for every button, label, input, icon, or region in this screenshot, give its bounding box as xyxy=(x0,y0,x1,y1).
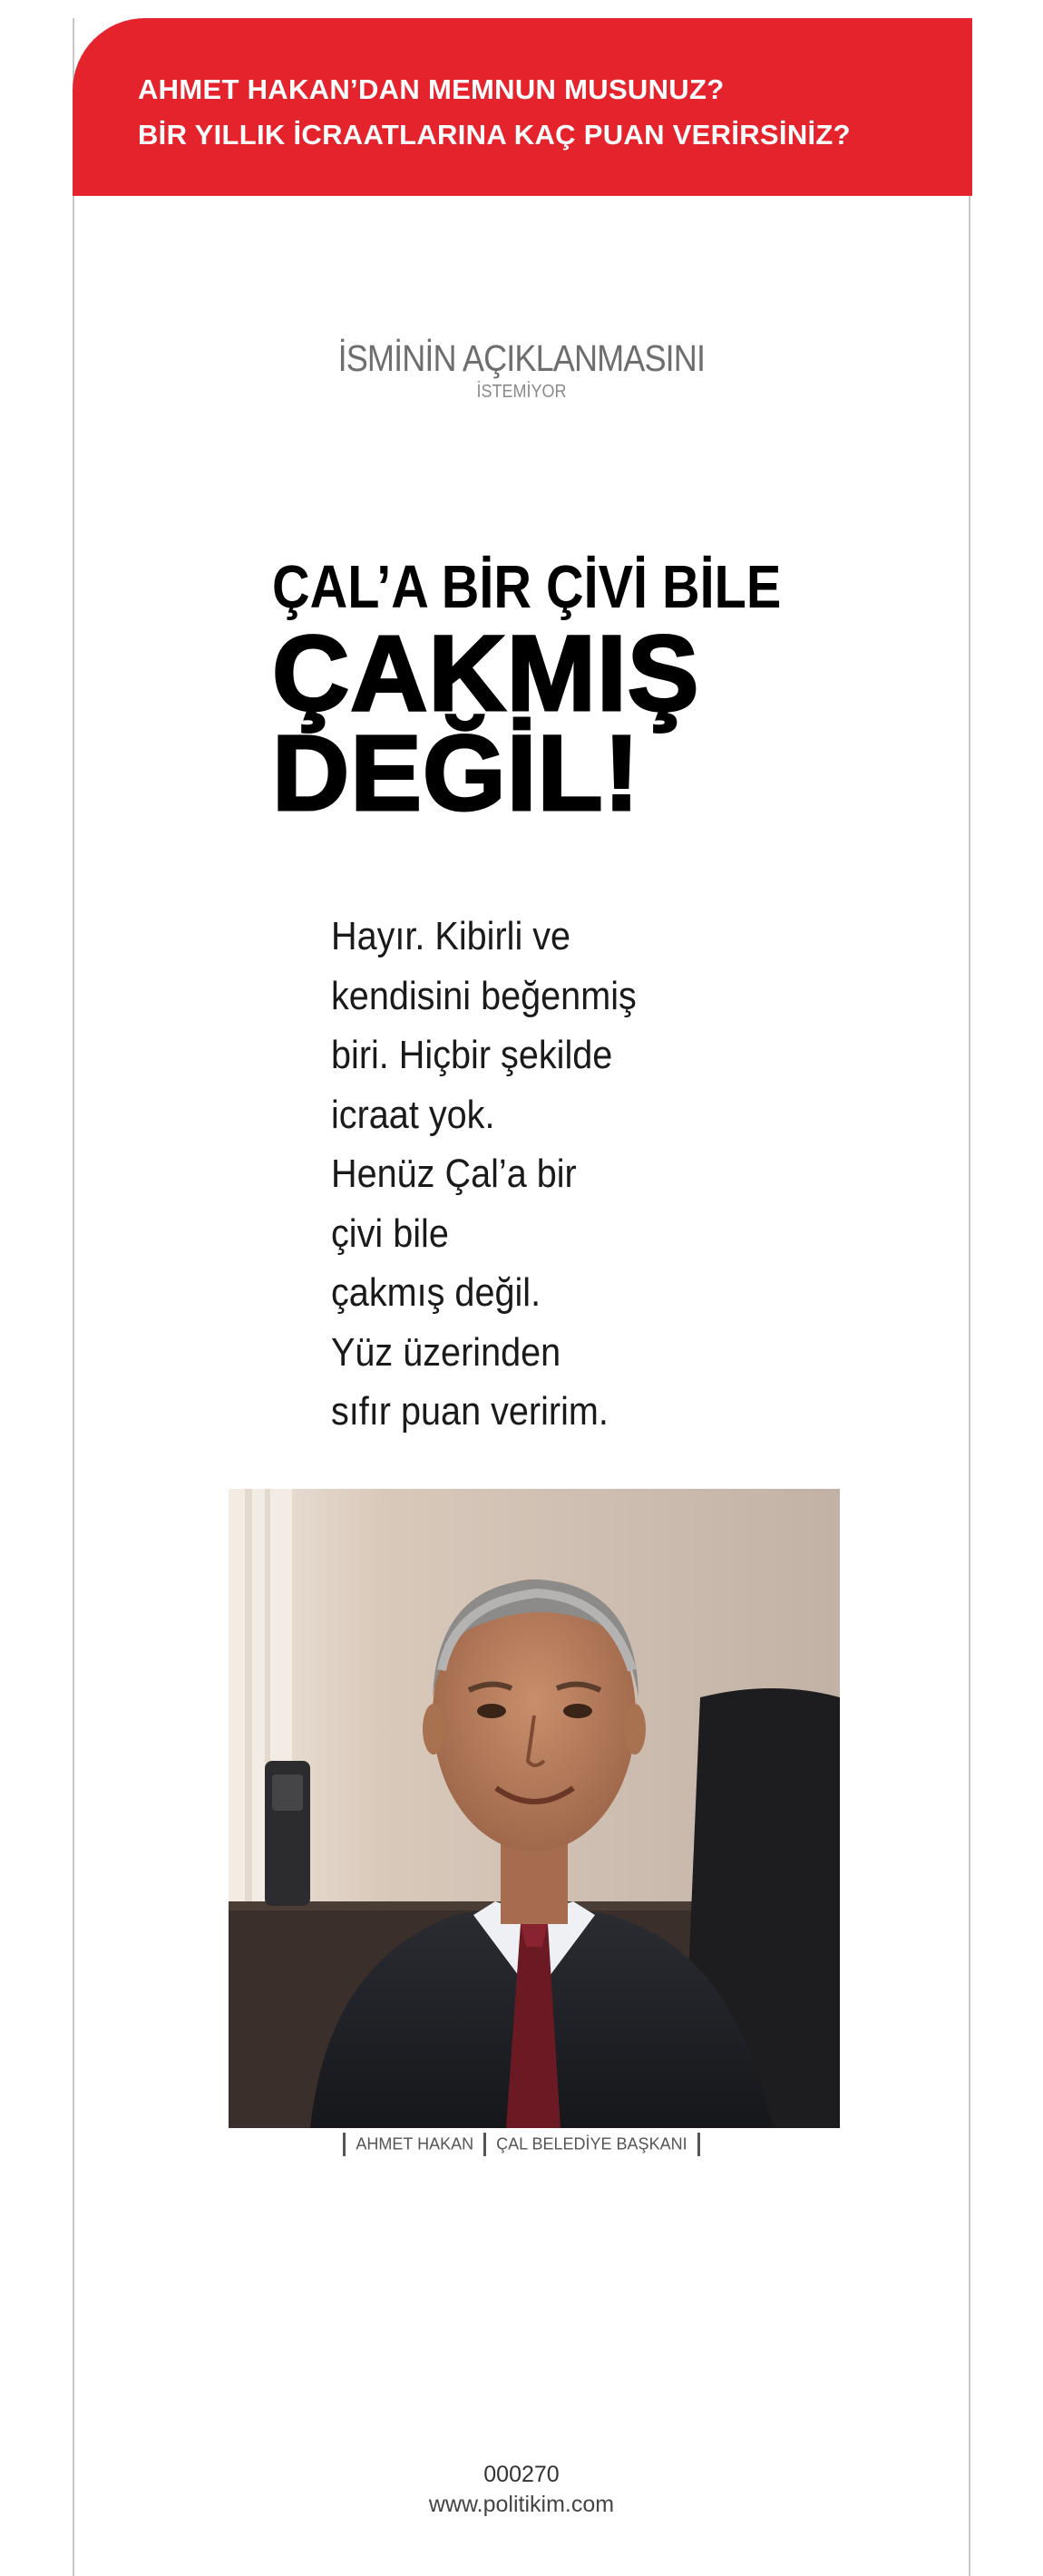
answer-line: biri. Hiçbir şekilde xyxy=(331,1033,613,1077)
respondent-sub: İSTEMİYOR xyxy=(476,382,567,402)
answer-text xyxy=(331,907,723,1442)
page-footer xyxy=(0,2460,1043,2520)
answer-line: Hayır. Kibirli ve xyxy=(331,914,571,958)
question-line-1: AHMET HAKAN’DAN MEMNUN MUSUNUZ? xyxy=(138,73,725,105)
answer-line: kendisini beğenmiş xyxy=(331,973,637,1018)
respondent-main: İSMİNİN AÇIKLANMASINI xyxy=(337,337,706,379)
survey-question-banner xyxy=(73,18,972,196)
answer-line: icraat yok. xyxy=(331,1092,495,1137)
caption-title: ÇAL BELEDİYE BAŞKANI xyxy=(496,2134,687,2153)
answer-line: Henüz Çal’a bir xyxy=(331,1152,577,1196)
respondent-label xyxy=(0,337,1043,403)
headline-line-3: DEĞİL! xyxy=(272,714,640,833)
website-link[interactable]: www.politikim.com xyxy=(428,2492,615,2517)
caption-divider xyxy=(343,2133,346,2156)
mayor-portrait-photo xyxy=(229,1489,840,2128)
caption-divider xyxy=(697,2133,700,2156)
answer-line: çivi bile xyxy=(331,1210,449,1256)
photo-caption xyxy=(0,2133,1043,2156)
headline-line-1: ÇAL’A BİR ÇİVİ BİLE xyxy=(272,553,782,621)
answer-line: Yüz üzerinden xyxy=(331,1329,561,1375)
page-code: 000270 xyxy=(483,2462,560,2487)
answer-line: çakmış değil. xyxy=(331,1270,541,1315)
headline xyxy=(272,551,907,833)
caption-divider xyxy=(483,2133,486,2156)
answer-line: sıfır puan veririm. xyxy=(331,1389,609,1434)
headline-line-2: ÇAKMIŞ xyxy=(272,614,700,734)
portrait-illustration xyxy=(229,1489,840,2128)
question-line-2: BİR YILLIK İCRAATLARINA KAÇ PUAN VERİRSİNİZ? xyxy=(138,119,851,151)
caption-name: AHMET HAKAN xyxy=(356,2134,474,2153)
